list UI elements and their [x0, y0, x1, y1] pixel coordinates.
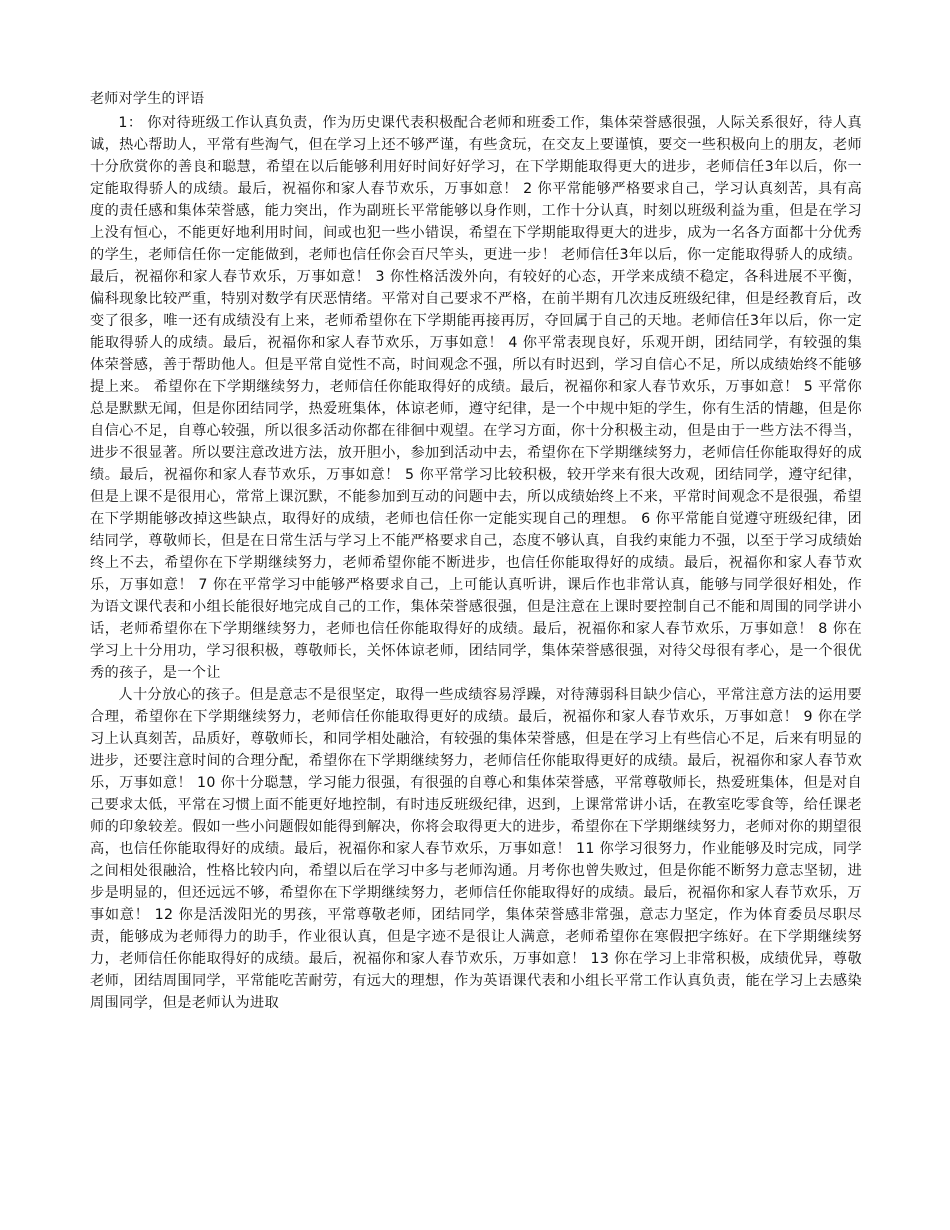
- document-paragraph-2: 人十分放心的孩子。但是意志不是很坚定，取得一些成绩容易浮躁，对待薄弱科目缺少信心，平常注意方法的运用要合理，希望你在下学期继续努力，老师信任你能取得更好的成绩。最后，祝福你和家人春节欢乐，万事如意！ 9 你在学习上认真刻苦，品质好，尊敬师长，和同学相处融洽，有较强的集体荣誉感，但是在学习上有些信心不足，后来有明显的进步，还要注意时间的合理分配，希望你在下学期继续努力，老师信任你能取得更好的成绩。最后，祝福你和家人春节欢乐，万事如意！ 10 你十分聪慧，学习能力很强，有很强的自尊心和集体荣誉感，平常尊敬师长，热爱班集体，但是对自己要求太低，平常在习惯上面不能更好地控制，有时违反班级纪律，迟到，上课常常讲小话，在教室吃零食等，给任课老师的印象较差。假如一些小问题假如能得到解决，你将会取得更大的进步，希望你在下学期继续努力，老师对你的期望很高，也信任你能取得好的成绩。最后，祝福你和家人春节欢乐，万事如意！ 11 你学习很努力，作业能够及时完成，同学之间相处很融洽，性格比较内向，希望以后在学习中多与老师沟通。月考你也曾失败过，但是你能不断努力意志坚韧，进步是明显的，但还远远不够，希望你在下学期继续努力，老师信任你能取得好的成绩。最后，祝福你和家人春节欢乐，万事如意！ 12 你是活泼阳光的男孩，平常尊敬老师，团结同学，集体荣誉感非常强，意志力坚定，作为体育委员尽职尽责，能够成为老师得力的助手，作业很认真，但是字迹不是很让人满意，老师希望你在寒假把字练好。在下学期继续努力，老师信任你能取得好的成绩。最后，祝福你和家人春节欢乐，万事如意！ 13 你在学习上非常积极，成绩优异，尊敬老师，团结周围同学，平常能吃苦耐劳，有远大的理想，作为英语课代表和小组长平常工作认真负责，能在学习上去感染周围同学，但是老师认为进取: [90, 687, 862, 1011]
- document-title: 老师对学生的评语: [90, 91, 205, 107]
- document-paragraph-1: 1： 你对待班级工作认真负责，作为历史课代表积极配合老师和班委工作，集体荣誉感很强，人际关系很好，待人真诚，热心帮助人，平常有些淘气，但在学习上还不够严谨，有些贪玩，在交友上要谨慎，要交一些积极向上的朋友，老师十分欣赏你的善良和聪慧，希望在以后能够利用好时间好好学习，在下学期能取得更大的进步，老师信任3年以后，你一定能取得骄人的成绩。最后，祝福你和家人春节欢乐，万事如意！ 2 你平常能够严格要求自己，学习认真刻苦，具有高度的责任感和集体荣誉感，能力突出，作为副班长平常能够以身作则，工作十分认真，时刻以班级利益为重，但是在学习上没有恒心，不能更好地利用时间，间或也犯一些小错误，希望在下学期能取得更大的进步，成为一名各方面都十分优秀的学生，老师信任你一定能做到，老师也信任你会百尺竿头，更进一步！ 老师信任3年以后，你一定能取得骄人的成绩。最后，祝福你和家人春节欢乐，万事如意！ 3 你性格活泼外向，有较好的心态，开学来成绩不稳定，各科进展不平衡，偏科现象比较严重，特别对数学有厌恶情绪。平常对自己要求不严格，在前半期有几次违反班级纪律，但是经教育后，改变了很多，唯一还有成绩没有上来，老师希望你在下学期能再接再厉，夺回属于自己的天地。老师信任3年以后，你一定能取得骄人的成绩。最后，祝福你和家人春节欢乐，万事如意！ 4 你平常表现良好，乐观开朗，团结同学，有较强的集体荣誉感，善于帮助他人。但是平常自觉性不高，时间观念不强，所以有时迟到，学习自信心不足，所以成绩始终不能够提上来。 希望你在下学期继续努力，老师信任你能取得好的成绩。最后，祝福你和家人春节欢乐，万事如意！ 5 平常你总是默默无闻，但是你团结同学，热爱班集体，体谅老师，遵守纪律，是一个中规中矩的学生，你有生活的情趣，但是你自信心不足，自尊心较强，所以很多活动你都在徘徊中观望。在学习方面，你十分积极主动，但是由于一些方法不得当，进步不很显著。所以要注意改进方法，放开胆小，参加到活动中去，希望你在下学期继续努力，老师信任你能取得好的成绩。最后，祝福你和家人春节欢乐，万事如意！ 5 你平常学习比较积极，较开学来有很大改观，团结同学，遵守纪律，但是上课不是很用心，常常上课沉默，不能参加到互动的问题中去，所以成绩始终上不来，平常时间观念不是很强，希望在下学期能够改掉这些缺点，取得好的成绩，老师也信任你一定能实现自己的理想。 6 你平常能自觉遵守班级纪律，团结同学，尊敬师长，但是在日常生活与学习上不能严格要求自己，态度不够认真，自我约束能力不强，以至于学习成绩始终上不去，希望你在下学期继续努力，老师希望你能不断进步，也信任你能取得好的成绩。最后，祝福你和家人春节欢乐，万事如意！ 7 你在平常学习中能够严格要求自己，上可能认真听讲，课后作也非常认真，能够与同学很好相处，作为语文课代表和小组长能很好地完成自己的工作，集体荣誉感很强，但是注意在上课时要控制自己不能和周围的同学讲小话，老师希望你在下学期继续努力，老师也信任你能取得好的成绩。最后，祝福你和家人春节欢乐，万事如意！ 8 你在学习上十分用功，学习很积极，尊敬师长，关怀体谅老师，团结同学，集体荣誉感很强，对待父母很有孝心，是一个很优秀的孩子，是一个让: [90, 115, 862, 681]
